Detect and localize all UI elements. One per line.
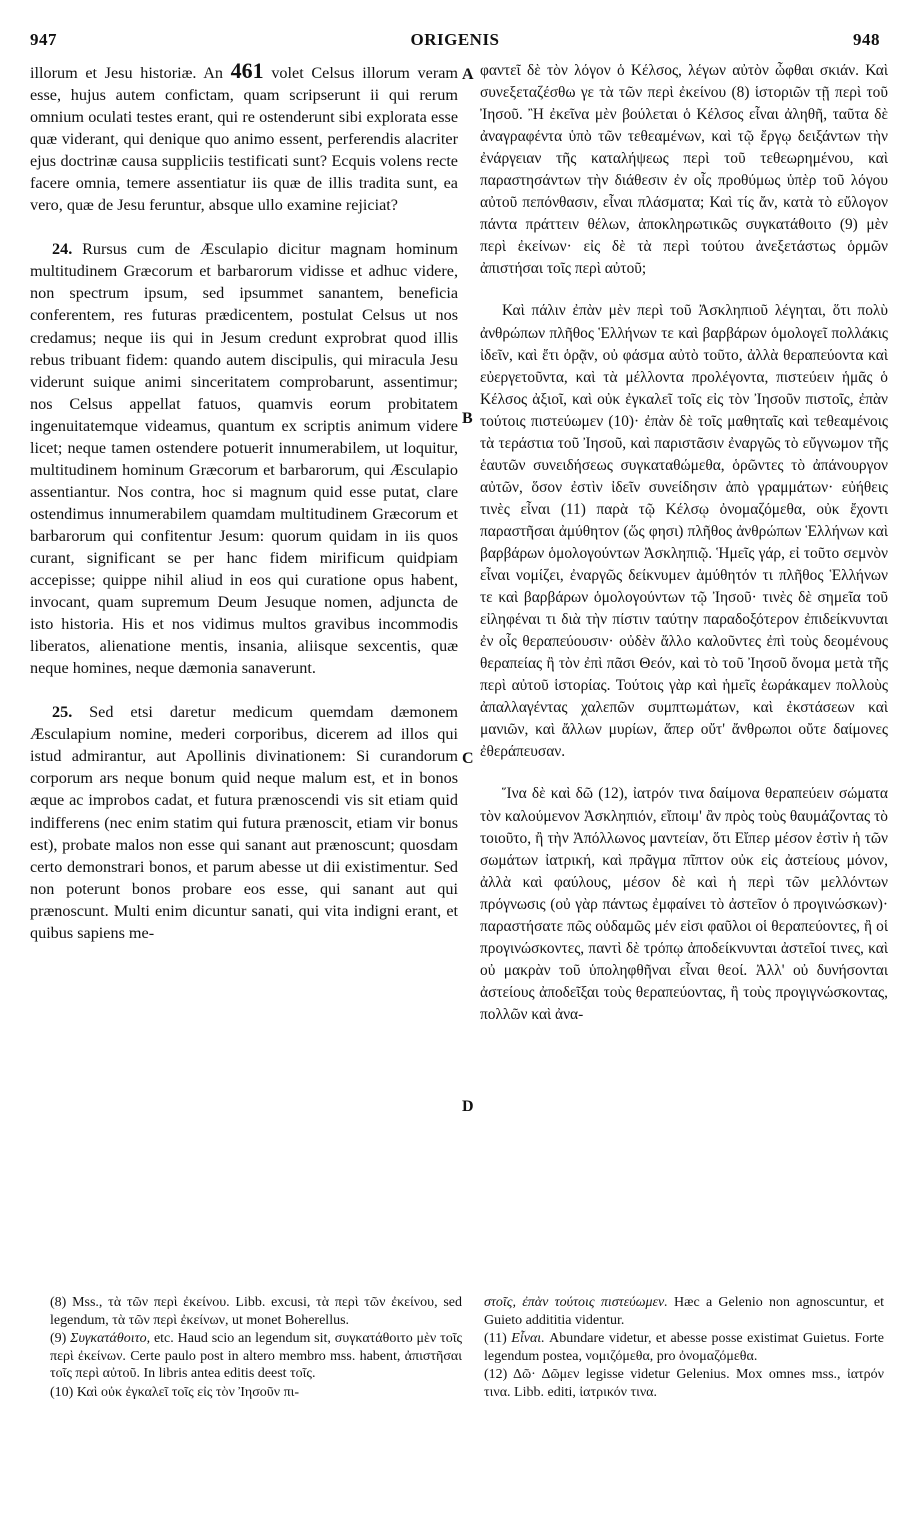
margin-marker-c: C	[462, 750, 474, 767]
page-number-right: 948	[853, 30, 880, 49]
greek-column	[480, 60, 888, 1026]
footnotes-right	[484, 1294, 884, 1402]
section-number-24: 24.	[52, 240, 73, 259]
latin-section-24: 24. Rursus cum de Æsculapio dicitur magnam hominum multitudinem Græcorum et barbarorum vidisse et adhuc videre, non spectrum ipsum, sed ipsummet sanantem, beneficia conferentem, res futuras prædicentem, postulat Celsus ut nos credamus; neque iis qui in Jesum credunt exprobrat quod illis rebus tribuant fidem: quando autem discipulis, qui miracula Jesu viderunt suique animi sinceritatem comprobarunt, assentimur; nos Celsus appellat fatuos, quamvis eorum probitatem ingenuitatemque videamus, quantum ex scriptis animum videre licet; neque tamen ostendere potuerit innumerabilem, ut loquitur, multitudinem hominum Græcorum et barbarorum, qui Æsculapio assentiantur. Nos contra, hoc si magnum quid esse putat, clare ostendimus innumerabilem quamdam multitudinem Græcorum et barbarorum qui confitentur Jesum: quorum quidam in iis quos curant, significant se per hanc fidem mirificum quidpiam accepisse; quippe nihil aliud in eos qui curatione opus habent, invocant, quam supremum Deum Jesuque nomen, adjuncta de isto historia. His et nos vidimus multos gravibus incommodis liberatos, alienatione mentis, insania, aliisque sexcentis, quæ neque homines, neque dæmonia sanaverunt.	[30, 240, 458, 678]
footnote-11: (11) Εἶναι. Abundare videtur, et abesse posse existimat Guietus. Forte legendum postea, νομιζόμεθα, pro ὀνομαζόμεθα.	[484, 1331, 884, 1364]
latin-paragraph-1: illorum et Jesu historiæ. An 461 volet Celsus illorum veram esse, hujus autem confictam, quam scripserunt ii qui rerum omnium oculati testes erant, qui re ostenderunt sibi explorata esse quæ viderant, qui denique quo animo essent, perferendis alacriter ejus doctrinæ causa suppliciis testificati sunt? Ecquis volens recte facere omnia, temere assentiatur iis quæ de illis tradita sunt, ea vero, quæ de Jesu feruntur, absque ullo examine rejiciat?	[30, 58, 458, 215]
footnotes-left	[50, 1294, 462, 1402]
running-title: ORIGENIS	[410, 30, 500, 49]
running-header	[30, 30, 880, 56]
footnote-10: (10) Καὶ οὐκ ἐγκαλεῖ τοῖς εἰς τὸν Ἰησοῦν πι-	[50, 1384, 300, 1400]
footnote-12: (12) Δῶ· Δῶμεν legisse videtur Gelenius. Mox omnes mss., ἰατρόν τινα. Libb. editi, ἰατρικόν τινα.	[484, 1367, 884, 1400]
footnote-10-continued: στοῖς, ἐπὰν τούτοις πιστεύωμεν. Hæc a Gelenio non agnoscuntur, et Guieto addititia videntur.	[484, 1295, 884, 1328]
greek-paragraph-2: Καὶ πάλιν ἐπὰν μὲν περὶ τοῦ Ἀσκληπιοῦ λέγηται, ὅτι πολὺ ἀνθρώπων πλῆθος Ἑλλήνων τε καὶ βαρβάρων ὁμολογεῖ πολλάκις ἰδεῖν, καὶ ἔτι ὁρᾷν, οὐ φάσμα αὐτὸ τοῦτο, ἀλλὰ θεραπεύοντα καὶ εὐεργετοῦντα, καὶ τὰ μέλλοντα προλέγοντα, πιστεύειν ἡμᾶς ὁ Κέλσος ἀξιοῖ, καὶ οὐκ ἐγκαλεῖ τοῖς εἰς τὸν Ἰησοῦν πιστοῖς, ἐπὰν τούτοις πιστεύωμεν (10)· ἐπὰν δὲ τοῖς μαθηταῖς καὶ τεθεαμένοις τὰ τεράστια τοῦ Ἰησοῦ, καὶ παριστᾶσιν ἐναργῶς τὸ εὔγνωμον τῆς ἑαυτῶν συνειδήσεως συγκαταθώμεθα, ὁρῶντες τὸ ἀπάνουργον αὐτῶν, ὅσον ἐστὶν ἰδεῖν συνείδησιν ἀπὸ γραμμάτων· εὐήθεις τινὲς εἶναι (11) παρὰ τῷ Κέλσῳ ὀνομαζόμεθα, οὐκ ἔχοντι παραστῆσαι ἀμύθητον (ὥς φησι) πλῆθος ἀνθρώπων Ἑλλήνων καὶ βαρβάρων ὁμολογούντων Ἀσκληπιῷ. Ἡμεῖς γάρ, εἰ τοῦτο σεμνὸν εἶναι νομίζει, ἐναργῶς δείκνυμεν ἀμύθητόν τι πλῆθος Ἑλλήνων τε καὶ βαρβάρων ὁμολογούντων τῷ Ἰησοῦ· τινὲς δὲ σημεῖα τοῦ εἰληφέναι τι διὰ τὴν πίστιν ταύτην παραδοξότερον ἐπιδείκνυνται ἐν οἷς θεραπεύουσιν· οὐδὲν ἄλλο καλοῦντες ἐπὶ τοὺς δεομένους θεραπείας ἢ τὸν ἐπὶ πᾶσι Θεόν, καὶ τὸ τοῦ Ἰησοῦ ὄνομα μετὰ τῆς περὶ αὐτοῦ ἱστορίας. Τούτοις γὰρ καὶ ἡμεῖς ἑωράκαμεν πολλοὺς ἀπαλλαγέντας χαλεπῶν συμπτωμάτων, καὶ ἐκστάσεων καὶ μανιῶν, καὶ ἄλλων μυρίων, ἅπερ οὔτ' ἄνθρωποι οὔτε δαίμονες ἐθεράπευσαν.	[480, 302, 888, 761]
latin-section-25: 25. Sed etsi daretur medicum quemdam dæmonem Æsculapium nomine, mederi corporibus, dicerem ad illos qui istud admirantur, aut Apollinis divinationem: Si curandorum corporum ars neque bonum quid neque malum est, et in bonos æque ac improbos cadat, et futura prænoscendi vis sit etiam quid indifferens (nec enim statim qui futura prænoscit, etiam vir bonus est), probate malos non esse qui sanant aut prænoscunt; quosdam certo demonstrari bonos, et parum abesse ut dii existimentur. Sed non poterunt bonos probare eos esse, qui sanant aut qui prænoscunt. Multi enim dicuntur sanati, qui vita indigni erant, et quibus sapiens me-	[30, 703, 458, 942]
page-number-left: 947	[30, 30, 57, 49]
column-number: 461	[230, 58, 264, 83]
greek-paragraph-1: φαντεῖ δὲ τὸν λόγον ὁ Κέλσος, λέγων αὐτὸν ὦφθαι σκιάν. Καὶ συνεξεταζέσθω γε τὰ τῶν περὶ ἐκείνου (8) ἱστοριῶν τῇ περὶ τοῦ Ἰησοῦ. Ἢ ἐκεῖνα μὲν βούλεται ὁ Κέλσος εἶναι ἀληθῆ, ταῦτα δὲ ἀναγραφέντα ὑπὸ τῶν τεθεαμένων, καὶ τῷ ἔργῳ δειξάντων τὴν ἐνάργειαν τῆς καταλήψεως περὶ τοῦ τεθεωρημένου, καὶ παραστησάντων τὴν διάθεσιν ἐν οἷς προθύμως ὑπὲρ τοῦ λόγου αὐτοῦ πεπόνθασιν, εἶναι πλάσματα; Καὶ τίς ἄν, κατὰ τὸ εὔλογον πάντα πράττειν θέλων, ἀποκληρωτικῶς συγκατάθοιτο (9) μὲν περὶ ἐκείνων· εἰς δὲ τὰ περὶ τούτου ἀνεξετάστως ὁρμῶν ἀπιστήσαι τοῖς περὶ αὐτοῦ;	[480, 62, 888, 278]
latin-column	[30, 60, 458, 944]
margin-marker-b: B	[462, 410, 473, 427]
footnote-9: (9) Συγκατάθοιτο, etc. Haud scio an legendum sit, συγκατάθοιτο μὲν τοῖς περὶ ἐκείνων. Certe paulo post in altero membro mss. habent, ἀπιστῆσαι τοῖς περὶ αὐτοῦ. In libris antea editis deest τοῖς.	[50, 1331, 463, 1381]
greek-paragraph-3: Ἵνα δὲ καὶ δῶ (12), ἰατρόν τινα δαίμονα θεραπεύειν σώματα τὸν καλούμενον Ἀσκληπιόν, εἴποιμ' ἂν πρὸς τοὺς θαυμάζοντας τὸ τοιοῦτο, ἢ τὴν Ἀπόλλωνος μαντείαν, ὅτι Εἴπερ μέσον ἐστὶν ἡ τῶν σωμάτων ἰατρική, καὶ πρᾶγμα πῖπτον οὐκ εἰς ἀστείους μόνον, ἀλλὰ καὶ φαύλους, μέσον δὲ καὶ ἡ περὶ τῶν μελλόντων πρόγνωσις (οὐ γὰρ πάντως ἐμφαίνει τὸ ἀστεῖον ὁ προγινώσκων)· παραστήσατε πῶς οὐδαμῶς μέν εἰσι φαῦλοι οἱ θεραπεύοντες, ἢ οἱ προγινώσκοντες, παντὶ δὲ τρόπῳ ἀποδείκνυνται ἀστεῖοί τινες, καὶ οὐ μακρὰν τοῦ ὑποληφθῆναι εἶναι θεοί. Ἀλλ' οὐ δυνήσονται ἀστείους ἀποδεῖξαι τοὺς θεραπεύοντας, ἢ τοὺς προγιγνώσκοντας, πολλῶν καὶ ἀνα-	[480, 785, 888, 1023]
margin-marker-a: A	[462, 66, 474, 83]
section-number-25: 25.	[52, 703, 73, 722]
footnote-8: (8) Mss., τὰ τῶν περὶ ἐκείνου. Libb. excusi, τὰ περὶ τῶν ἐκείνου, sed legendum, τὰ τῶν περὶ ἐκείνων, ut monet Boherellus.	[50, 1295, 462, 1328]
margin-marker-d: D	[462, 1098, 474, 1115]
